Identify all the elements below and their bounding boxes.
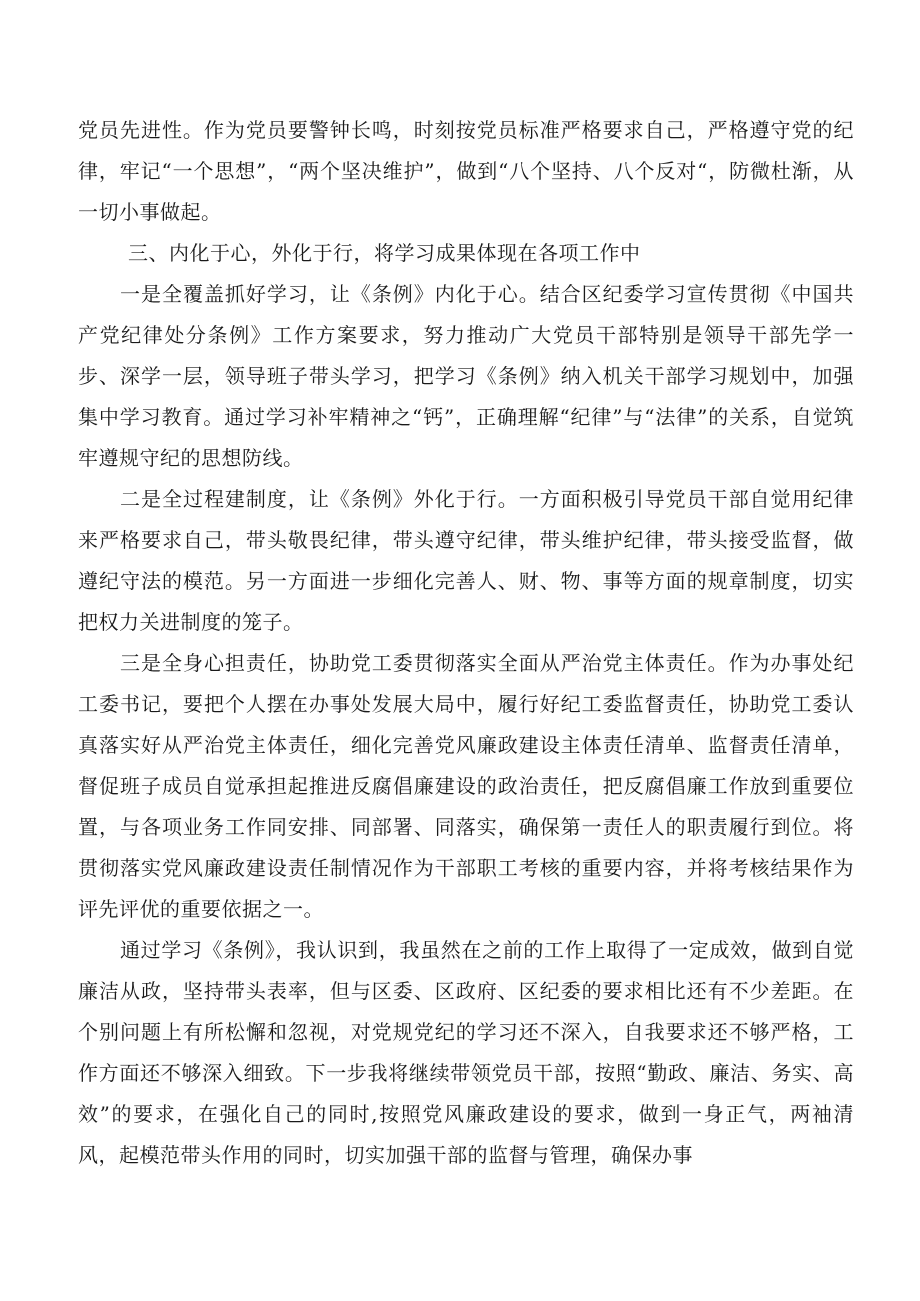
paragraph-responsibility: 三是全身心担责任，协助党工委贯彻落实全面从严治党主体责任。作为办事处纪工委书记，要把个人摆在办事处发展大局中，履行好纪工委监督责任，协助党工委认真落实好从严治党主体责任，细化完善党风廉政建设主体责任清单、监督责任清单，督促班子成员自觉承担起推进反腐倡廉建设的政治责任，把反腐倡廉工作放到重要位置，与各项业务工作同安排、同部署、同落实，确保第一责任人的职责履行到位。将贯彻落实党风廉政建设责任制情况作为干部职工考核的重要内容，并将考核结果作为评先评优的重要依据之一。 xyxy=(78,651,854,921)
paragraph-continuation: 党员先进性。作为党员要警钟长鸣，时刻按党员标准严格要求自己，严格遵守党的纪律，牢记“一个思想”，“两个坚决维护”，做到“八个坚持、八个反对“，防微杜渐，从一切小事做起。 xyxy=(78,118,854,224)
document-body xyxy=(78,110,854,1176)
paragraph-system: 二是全过程建制度，让《条例》外化于行。一方面积极引导党员干部自觉用纪律来严格要求自己，带头敬畏纪律，带头遵守纪律，带头维护纪律，带头接受监督，做遵纪守法的模范。另一方面进一步细化完善人、财、物、事等方面的规章制度，切实把权力关进制度的笼子。 xyxy=(78,487,854,634)
paragraph-reflection: 通过学习《条例》，我认识到，我虽然在之前的工作上取得了一定成效，做到自觉廉洁从政，坚持带头表率，但与区委、区政府、区纪委的要求相比还有不少差距。在个别问题上有所松懈和忽视，对党规党纪的学习还不深入，自我要求还不够严格，工作方面还不够深入细致。下一步我将继续带领党员干部，按照“勤政、廉洁、务实、高效”的要求，在强化自己的同时,按照党风廉政建设的要求，做到一身正气，两袖清风，起模范带头作用的同时，切实加强干部的监督与管理，确保办事 xyxy=(78,938,854,1167)
section-heading: 三、内化于心，外化于行，将学习成果体现在各项工作中 xyxy=(128,241,641,265)
paragraph-study: 一是全覆盖抓好学习，让《条例》内化于心。结合区纪委学习宣传贯彻《中国共产党纪律处分条例》工作方案要求，努力推动广大党员干部特别是领导干部先学一步、深学一层，领导班子带头学习，把学习《条例》纳入机关干部学习规划中，加强集中学习教育。通过学习补牢精神之“钙”，正确理解“纪律”与“法律”的关系，自觉筑牢遵规守纪的思想防线。 xyxy=(78,282,854,470)
